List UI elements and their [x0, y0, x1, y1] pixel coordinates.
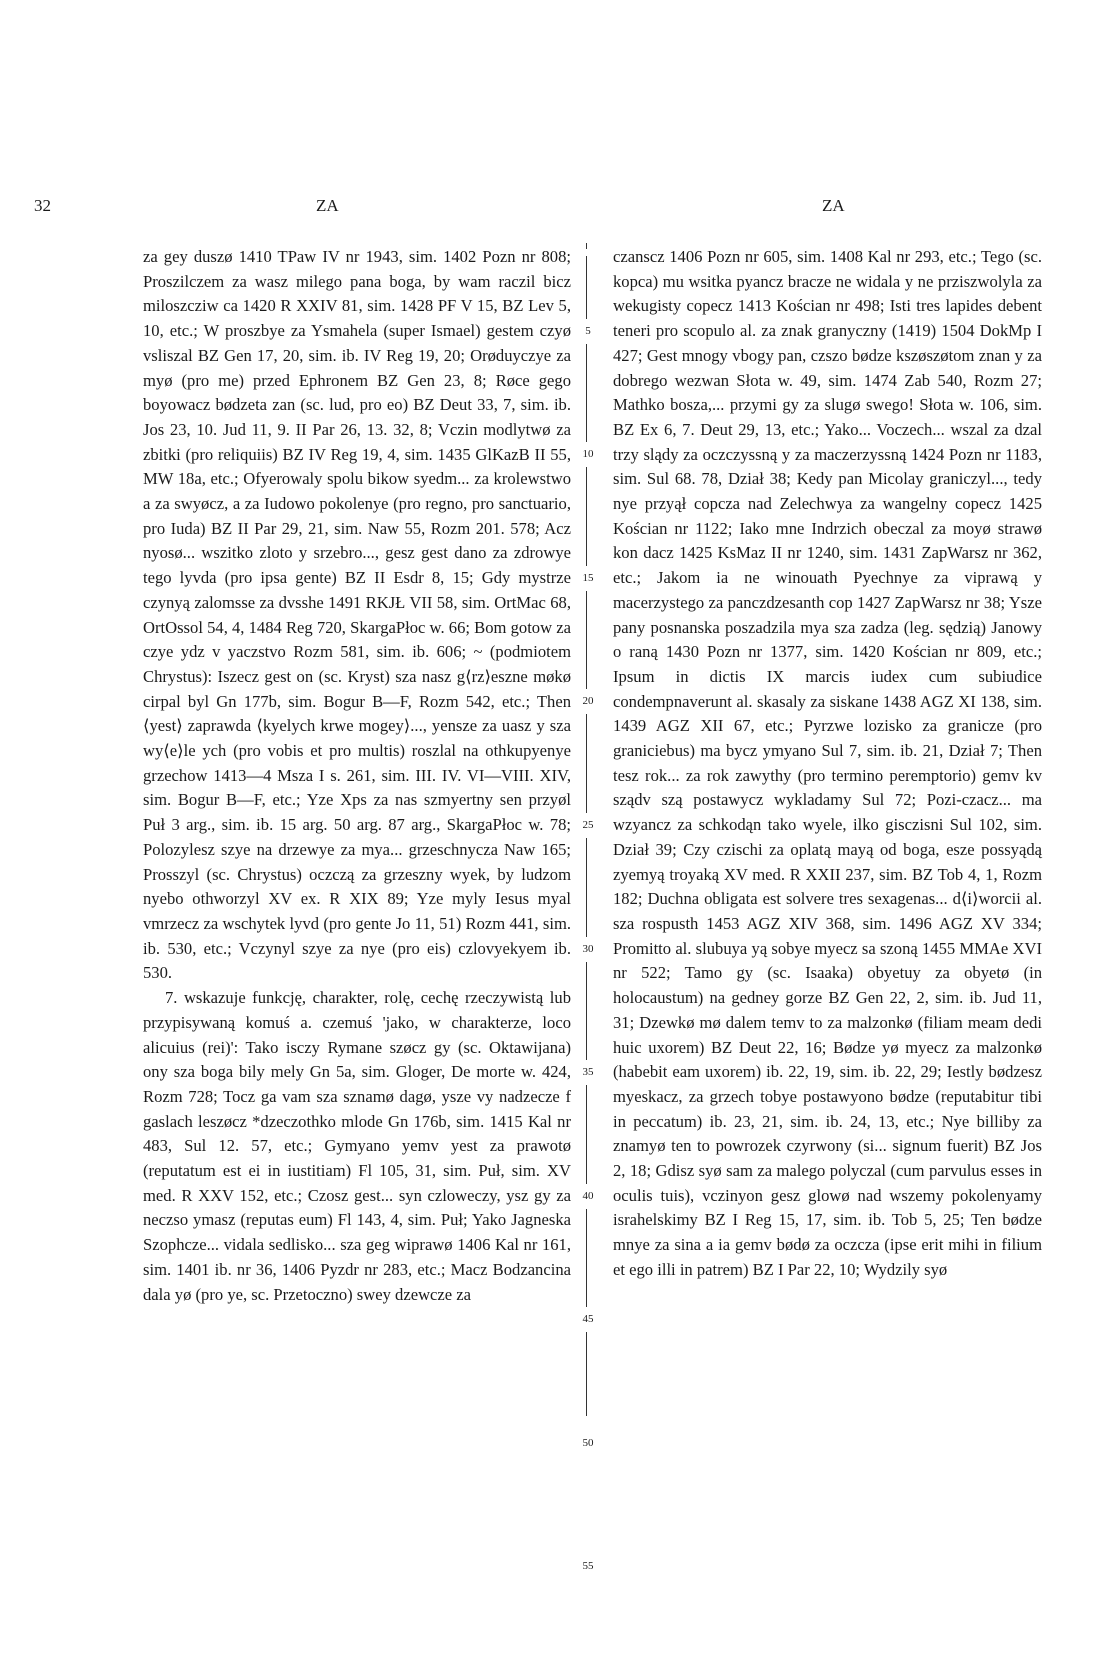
line-number: 20 — [578, 689, 598, 714]
entry-sense-7: 7. wskazuje funkcję, charakter, rolę, cechę rzeczywistą lub przypisywaną komuś a. czemuś 'jako, w charakterze, loco alicuius (rei)': Tako isczy Rymane szøcz gy (sc. Oktawijana) ony sza boga bily mely Gn 5a, sim. Gloger, De morte w. 424, Rozm 728; Tocz ga vam sza sznamø dagø, ysze vy nadzecze f gaslach leszøcz *dzeczothko mlode Gn 176b, sim. 1415 Kal nr 483, Sul 12. 57, etc.; Gymyano yemv yest za prawotø (reputatum est ei in iustitiam) Fl 105, 31, sim. Puł, sim. XV med. R XXV 152, etc.; Czosz gest... syn czloweczy, ysz gy za neczso ymasz (reputas eum) Fl 143, 4, sim. Puł; Yako Jagneska Szophcze... vidala sedlisko... sza geg wiprawø 1406 Kal nr 161, sim. 1401 ib. nr 36, 1406 Pyzdr nr 283, etc.; Macz Bodzancina dala yø (pro ye, sc. Przetoczno) swey dzewcze za — [143, 988, 571, 1304]
column-divider-top — [586, 243, 587, 249]
page-number: 32 — [34, 196, 51, 215]
running-head — [0, 196, 1107, 220]
line-number: 10 — [578, 442, 598, 467]
line-number: 5 — [578, 319, 598, 344]
line-number: 30 — [578, 937, 598, 962]
entry-continuation: za gey duszø 1410 TPaw IV nr 1943, sim. 1402 Pozn nr 808; Proszilczem za wasz milego pana boga, by wam raczil bicz miloszcziw ca 1420 R XXIV 81, sim. 1428 PF V 15, BZ Lev 5, 10, etc.; W proszbye za Ysmahela (super Ismael) gestem czyø vsliszal BZ Gen 17, 20, sim. ib. IV Reg 19, 20; Orøduyczye za myø (pro me) przed Ephronem BZ Gen 23, 8; Røce gego boyowacz bødzeta zan (sc. lud, pro eo) BZ Deut 33, 7, sim. ib. Jos 23, 10. Jud 11, 9. II Par 26, 13. 32, 8; Vczin modlytwø za zbitki (pro reliquiis) BZ IV Reg 19, 4, sim. 1435 GlKazB II 55, MW 18a, etc.; Ofyerowaly spolu bikow syedm... za krolewstwo a za swyøcz, a za Iudowo pokolenye (pro regno, pro sanctuario, pro Iuda) BZ II Par 29, 21, sim. Naw 55, Rozm 201. 578; Acz nyosø... wszitko zloto y srzebro..., gesz gest dano za zdrowye tego lyvda (pro ipsa gente) BZ II Esdr 8, 15; Gdy mystrze czynyą zalomsse za dvsshe 1491 RKJŁ VII 58, sim. OrtMac 68, OrtOssol 54, 4, 1484 Reg 720, SkargaPłoc w. 66; Bom gotow za czye ydz v yaczstvo Rozm 581, sim. ib. 606; ~ (podmiotem Chrystus): Iszecz gest on (sc. Kryst) sza nasz g⟨rz⟩eszne møkø cirpal byl Gn 177b, sim. Bogur B—F, Rozm 542, etc.; Then ⟨yest⟩ zaprawda ⟨kyelych krwe mogey⟩..., yensze za uasz y sza wy⟨e⟩le ych (pro vobis et pro multis) roszlal na othkupyenye grzechow 1413—4 Msza I s. 261, sim. III. IV. VI—VIII. XIV, sim. Bogur B—F, etc.; Yze Xps za nas szmyertny sen przyøl Puł 3 arg., sim. ib. 15 arg. 50 arg. 87 arg., SkargaPłoc w. 78; Polozylesz szye na drzewye za mya... grzeschnycza Naw 165; Prosszyl (sc. Chrystus) oczczą za grzeszny wyek, by ludzom nyebo othworzyl XV ex. R XIX 89; Yze myly Iesus myal vmrzecz za wschytek lyvd (pro gente Jo 11, 51) Rozm 441, sim. ib. 530, etc.; Vczynyl szye za nye (pro eis) czlovyekyem ib. 530. — [143, 247, 571, 983]
left-running-head: ZA — [316, 196, 339, 215]
line-number: 50 — [578, 1431, 598, 1456]
line-number: 25 — [578, 813, 598, 838]
left-column — [143, 245, 571, 1307]
right-column — [613, 245, 1042, 1283]
line-number: 40 — [578, 1184, 598, 1209]
line-number: 15 — [578, 566, 598, 591]
line-number: 45 — [578, 1307, 598, 1332]
line-number: 35 — [578, 1060, 598, 1085]
line-number: 55 — [578, 1554, 598, 1579]
right-running-head: ZA — [822, 196, 845, 215]
entry-continuation-right: czanscz 1406 Pozn nr 605, sim. 1408 Kal nr 293, etc.; Tego (sc. kopca) mu wsitka pyancz bracze ne widala y ne prziszwolyla za wekugisty copecz 1413 Kościan nr 498; Isti tres lapides debent teneri pro scopulo al. za znak granyczny (1419) 1504 DokMp I 427; Gest mnogy vbogy pan, czszo bødze kszøszøtom znan y za dobrego wezwan Słota w. 49, sim. 1474 Zab 540, Rozm 27; Mathko bosza,... przymi gy za slugø swego! Słota w. 106, sim. BZ Ex 6, 7. Deut 29, 13, etc.; Yako... Voczech... wszal za dzal trzy slądy za oczczyssną y za maczerzyssną 1424 Pozn nr 1183, sim. Sul 68. 78, Dział 38; Kedy pan Micolay graniczyl..., tedy nye przyął copcza nad Zelechwya za wangelny copecz 1425 Kościan nr 1122; Iako mne Indrzich obeczal za moyø strawø kon dacz 1425 KsMaz II nr 1240, sim. 1431 ZapWarsz nr 362, etc.; Jakom ia ne winouath Pyechnye za viprawą y macerzystego za panczdzesanth cop 1427 ZapWarsz nr 38; Ysze pany posnanska poszadzila mya sza zadza (leg. sędzią) Janowy o raną 1430 Pozn nr 1377, sim. 1420 Kościan nr 809, etc.; Ipsum in dictis IX marcis iudex cum subiudice condempnaverunt al. skasaly za siskane 1438 AGZ XI 138, sim. 1439 AGZ XII 67, etc.; Pyrzwe lozisko za granicze (pro graniciebus) ma bycz ymyano Sul 7, sim. ib. 21, Dział 7; Then tesz rok... za rok zawythy (pro termino peremptorio) gemv kv sządv szą postawycz wykladamy Sul 72; Pozi-czacz... ma wzyancz za schkodąn tako wyele, ilko gisczisni Sul 102, sim. Dział 39; Czy czischi za oplatą mayą od boga, esze possyądą zyemyą troyaką XV med. R XXII 237, sim. BZ Tob 4, 1, Rozm 182; Duchna obligata est solvere tres sexagenas... d⟨i⟩worcii al. sza rospusth 1453 AGZ XIV 368, sim. 1496 AGZ XV 334; Promitto al. slubuya yą sobye myecz sa szoną 1455 MMAe XVI nr 522; Tamo gy (sc. Isaaka) obyetuy za obyetø (in holocaustum) na gedney gorze BZ Gen 22, 2, sim. ib. Jud 11, 31; Dzewkø mø dalem temv to za malzonkø (filiam meam dedi huic uxorem) BZ Deut 22, 16; Bødze yø myecz za malzonkø (habebit eam uxorem) ib. 22, 19, sim. ib. 22, 29; Iestly bødzesz myeskacz, za grzech tobye postawyono bødze (reputabitur tibi in peccatum) ib. 23, 21, sim. ib. 24, 13, etc.; Nye billiby za znamyø ten to powrozek czyrwony (si... signum fuerit) BZ Jos 2, 18; Gdisz syø sam za malego polyczal (cum parvulus esses in oculis tuis), vczinyon gesz glowø nad wszemy pokolenyamy israhelskimy BZ I Reg 15, 17, sim. ib. Tob 5, 25; Ten bødze mnye za sina a ia gemv bødø za oczcza (ipse erit mihi in filium et ego illi in patrem) BZ I Par 22, 10; Wydzily syø — [613, 247, 1042, 1279]
